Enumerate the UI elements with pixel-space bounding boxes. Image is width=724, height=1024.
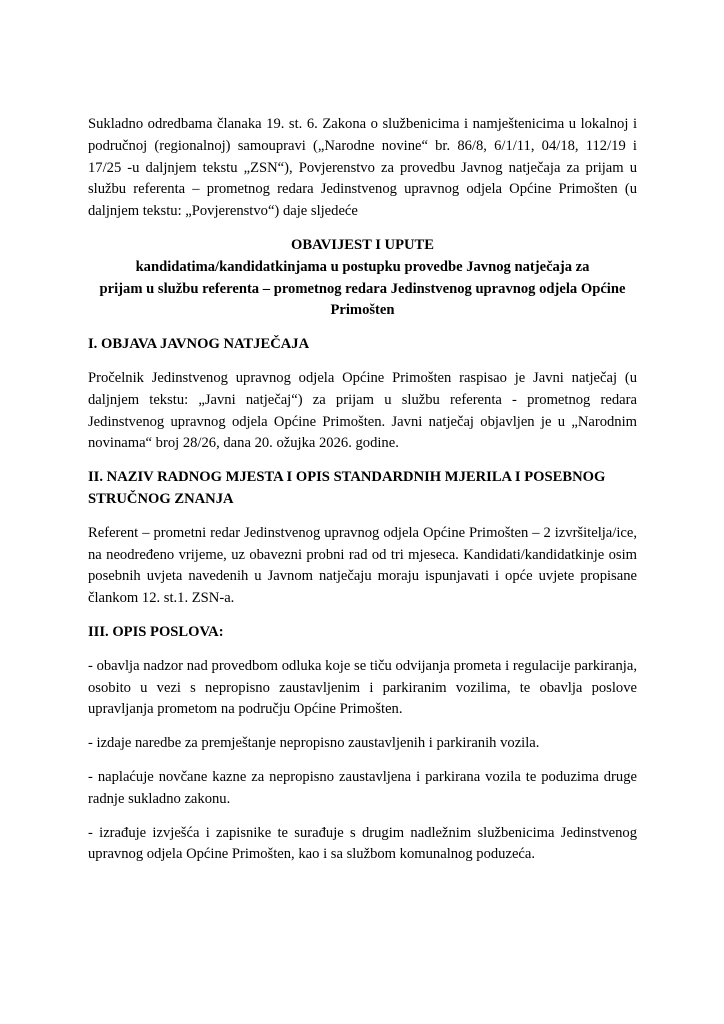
- section-objava-javnog-natjecaja: [88, 334, 637, 455]
- document-title: [88, 235, 637, 322]
- section-3-paragraph-4: - izrađuje izvješća i zapisnike te surađuje s drugim nadležnim službenicima Jedinstvenog upravnog odjela Općine Primošten, kao i sa službom komunalnog poduzeća.: [88, 824, 637, 863]
- section-opis-poslova: [88, 622, 637, 866]
- document-title-line-1: OBAVIJEST I UPUTE: [290, 236, 434, 253]
- section-3-heading: III. OPIS POSLOVA:: [88, 623, 224, 640]
- section-3-paragraph-2: - izdaje naredbe za premještanje nepropisno zaustavljenih i parkiranih vozila.: [88, 735, 540, 752]
- document-title-line-4: Primošten: [330, 302, 395, 319]
- section-1-paragraph-1: Pročelnik Jedinstvenog upravnog odjela Općine Primošten raspisao je Javni natječaj (u daljnjem tekstu: „Javni natječaj“) za prijam u službu referenta - prometnog redara Jedinstvenog upravnog odjela Općine Primošten. Javni natječaj objavljen je u „Narodnim novinama“ broj 28/26, dana 20. ožujka 2026. godine.: [88, 369, 637, 452]
- section-3-paragraph-3: - naplaćuje novčane kazne za nepropisno zaustavljena i parkirana vozila te poduzima druge radnje sukladno zakonu.: [88, 768, 637, 807]
- section-2-heading: II. NAZIV RADNOG MJESTA I OPIS STANDARDNIH MJERILA I POSEBNOG STRUČNOG ZNANJA: [88, 469, 606, 507]
- intro-paragraph: Sukladno odredbama članaka 19. st. 6. Zakona o službenicima i namještenicima u lokalnoj i područnoj (regionalnoj) samoupravi („Narodne novine“ br. 86/8, 6/1/11, 04/18, 112/19 i 17/25 -u daljnjem tekstu „ZSN“), Povjerenstvo za provedbu Javnog natječaja za prijam u službu referenta – prometnog redara Jedinstvenog upravnog odjela Općine Primošten (u daljnjem tekstu: „Povjerenstvo“) daje sljedeće: [88, 116, 637, 220]
- section-3-paragraph-1: - obavlja nadzor nad provedbom odluka koje se tiču odvijanja prometa i regulacije parkiranja, osobito u vezi s nepropisno zaustavljenim i parkiranim vozilima, te obavlja poslove upravljanja prometom na području Općine Primošten.: [88, 657, 637, 718]
- document-title-line-2: kandidatima/kandidatkinjama u postupku provedbe Javnog natječaja za: [135, 258, 590, 275]
- document-title-line-3: prijam u službu referenta – prometnog redara Jedinstvenog upravnog odjela Općine: [99, 280, 626, 297]
- section-naziv-radnog-mjesta: [88, 467, 637, 610]
- section-2-paragraph-1: Referent – prometni redar Jedinstvenog upravnog odjela Općine Primošten – 2 izvršitelja/ice, na neodređeno vrijeme, uz obavezni probni rad od tri mjeseca. Kandidati/kandidatkinje osim posebnih uvjeta navedenih u Javnom natječaju moraju ispunjavati i opće uvjete propisane člankom 12. st.1. ZSN-a.: [88, 524, 637, 607]
- section-1-heading: I. OBJAVA JAVNOG NATJEČAJA: [88, 336, 310, 353]
